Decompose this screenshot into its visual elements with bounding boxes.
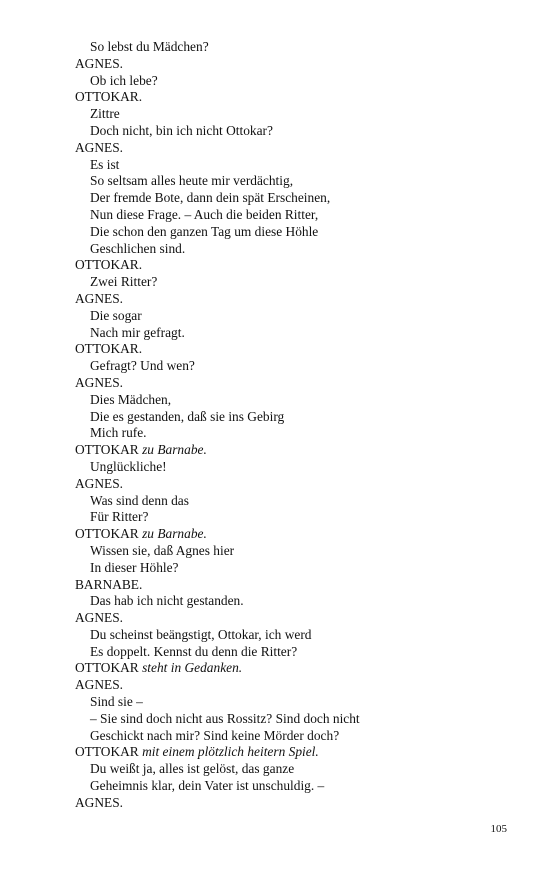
speaker-name: AGNES. [75,610,123,626]
speaker-line [75,140,525,157]
verse-line: Die sogar [90,307,142,323]
verse-line: Mich rufe. [90,425,147,441]
verse-line: Gefragt? Und wen? [90,358,195,374]
speaker-name: AGNES. [75,677,123,693]
speaker-line [75,795,525,812]
play-text [75,39,525,812]
stage-direction: zu Barnabe. [142,442,207,458]
speaker-name: AGNES. [75,55,123,71]
speaker-name: OTTOKAR [75,660,139,676]
verse-line: Du weißt ja, alles ist gelöst, das ganze [90,761,295,777]
speaker-name: AGNES. [75,794,123,810]
verse-line: Was sind denn das [90,492,189,508]
verse-line: Geschickt nach mir? Sind keine Mörder doch? [90,727,340,743]
speaker-name: OTTOKAR. [75,257,143,273]
verse-line: Zittre [90,106,120,122]
speaker-line [75,375,525,392]
verse-line: Wissen sie, daß Agnes hier [90,542,235,558]
verse-line: Zwei Ritter? [90,274,158,290]
verse-line: So lebst du Mädchen? [90,39,209,54]
speaker-line [75,526,525,543]
speaker-line [75,257,525,274]
speaker-line [75,744,525,761]
verse-line: Der fremde Bote, dann dein spät Erscheinen, [90,190,331,206]
verse-line: Es ist [90,156,120,172]
stage-direction: zu Barnabe. [142,526,207,542]
speaker-line [75,476,525,493]
verse-line: Nach mir gefragt. [90,324,185,340]
verse-line: Dies Mädchen, [90,391,172,407]
verse-line: Es doppelt. Kennst du denn die Ritter? [90,643,298,659]
speaker-line [75,442,525,459]
speaker-line [75,56,525,73]
speaker-line [75,660,525,677]
verse-line: Die es gestanden, daß sie ins Gebirg [90,408,285,424]
speaker-line [75,89,525,106]
verse-line: Doch nicht, bin ich nicht Ottokar? [90,122,273,138]
speaker-name: AGNES. [75,475,123,491]
speaker-line [75,677,525,694]
verse-line: So seltsam alles heute mir verdächtig, [90,173,294,189]
speaker-line [75,291,525,308]
speaker-line [75,610,525,627]
verse-line: Sind sie – [90,694,143,710]
verse-line: Nun diese Frage. – Auch die beiden Ritter, [90,206,319,222]
verse-line: In dieser Höhle? [90,559,179,575]
verse-line: Unglückliche! [90,458,167,474]
verse-line: Für Ritter? [90,509,149,525]
verse-line: Die schon den ganzen Tag um diese Höhle [90,223,319,239]
speaker-name: OTTOKAR [75,442,139,458]
stage-direction: steht in Gedanken. [142,660,243,676]
speaker-name: BARNABE. [75,576,143,592]
speaker-name: OTTOKAR. [75,341,143,357]
verse-line: Das hab ich nicht gestanden. [90,593,244,609]
verse-line: Geheimnis klar, dein Vater ist unschuldig. – [90,778,325,794]
verse-line: Ob ich lebe? [90,72,158,88]
page-number: 105 [490,823,507,835]
speaker-line [75,341,525,358]
verse-line: – Sie sind doch nicht aus Rossitz? Sind doch nicht [90,710,360,726]
verse-line: Du scheinst beängstigt, Ottokar, ich werd [90,626,312,642]
speaker-name: OTTOKAR. [75,89,143,105]
speaker-name: OTTOKAR [75,744,139,760]
verse-line: Geschlichen sind. [90,240,186,256]
speaker-name: OTTOKAR [75,526,139,542]
speaker-line [75,577,525,594]
speaker-name: AGNES. [75,290,123,306]
stage-direction: mit einem plötzlich heitern Spiel. [142,744,319,760]
speaker-name: AGNES. [75,374,123,390]
speaker-name: AGNES. [75,139,123,155]
